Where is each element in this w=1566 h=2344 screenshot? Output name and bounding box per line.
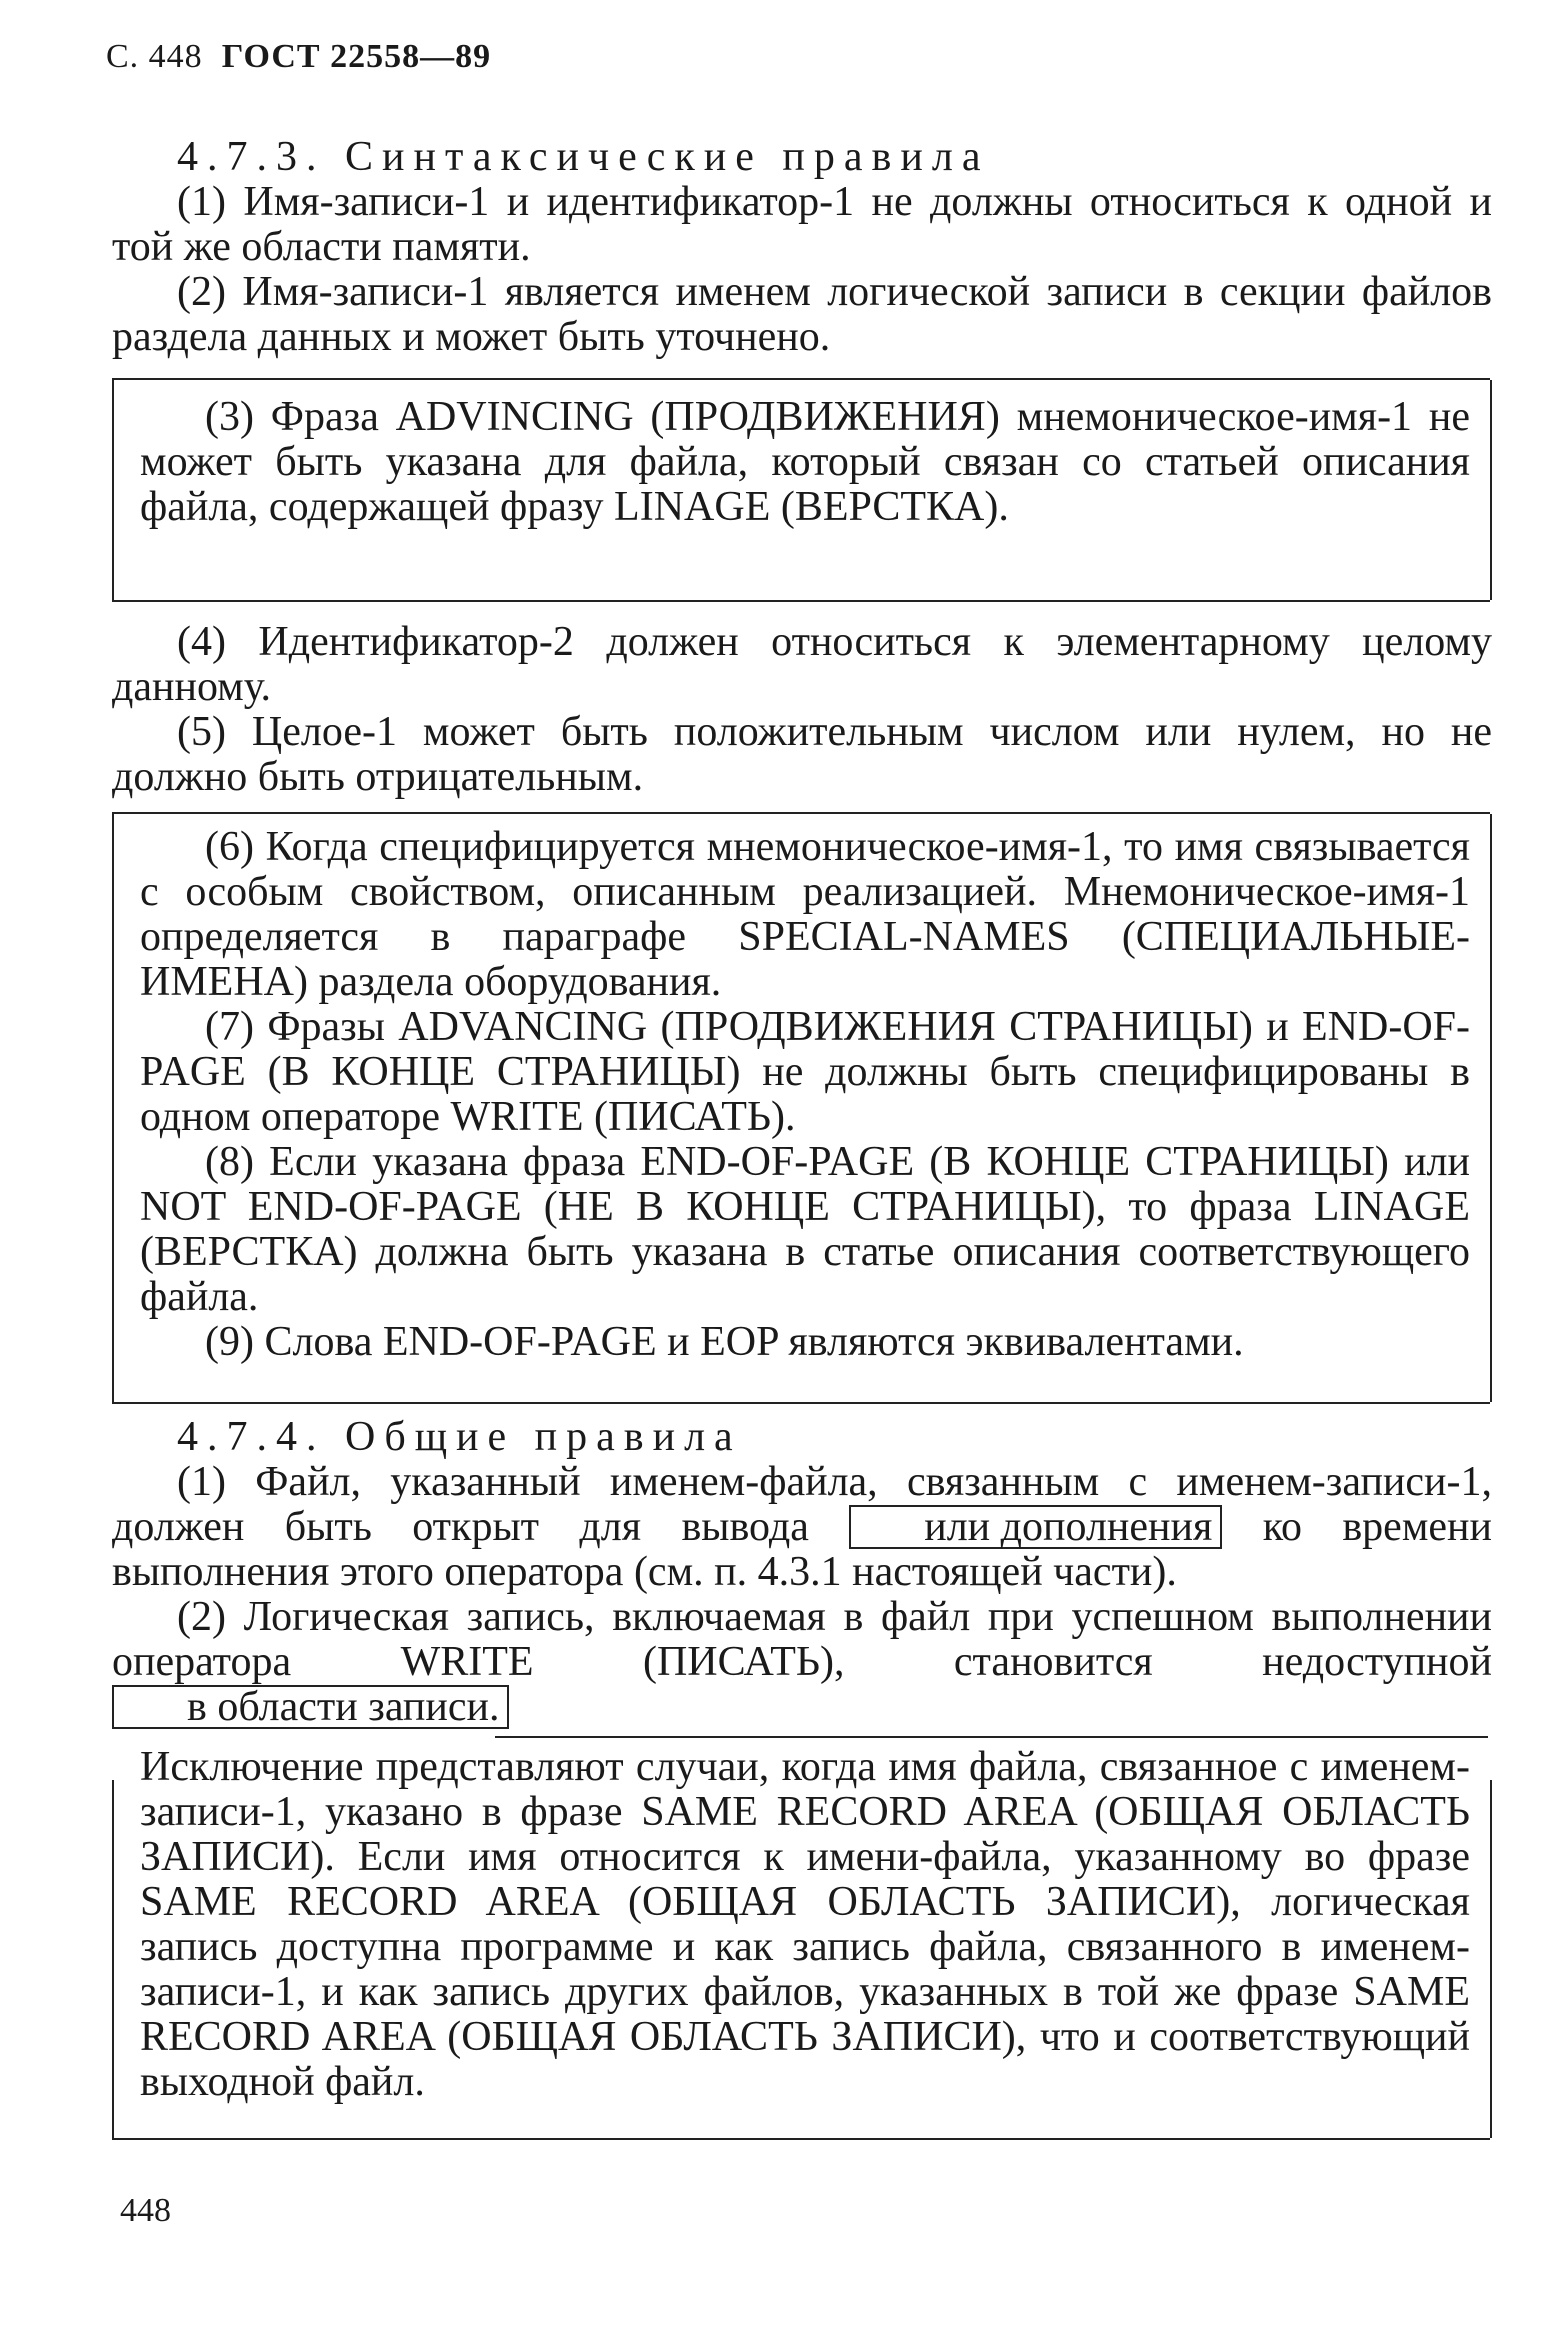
paragraph xyxy=(112,1460,1492,1595)
paragraph-text: ко времени выполнения этого оператора (см. п. 4.3.1 настоящей части). xyxy=(112,1504,1492,1595)
paragraph-text: (1) Файл, указанный именем-файла, связанным с именем-записи-1, должен быть открыт для вывода xyxy=(112,1459,1492,1550)
paragraph: (3) Фраза ADVINCING (ПРОДВИЖЕНИЯ) мнемоническое-имя-1 не может быть указана для файла, который связан со статьей описания файла, содержащей фразу LINAGE (ВЕРСТКА). xyxy=(140,394,1470,530)
standard-title: ГОСТ 22558—89 xyxy=(221,38,492,75)
paragraph: (5) Целое-1 может быть положительным числом или нулем, но не должно быть отрицательным. xyxy=(112,709,1492,800)
paragraph-text: (2) Логическая запись, включаемая в файл при успешном выполнении оператора WRITE (ПИСАТЬ), становится недоступной xyxy=(112,1594,1492,1685)
section-474 xyxy=(112,1415,1492,1730)
section-473 xyxy=(112,135,1492,360)
paragraph: (1) Имя-записи-1 и идентификатор-1 не должны относиться к одной и той же области памяти. xyxy=(112,179,1492,270)
section-heading: 4.7.4. Общие правила xyxy=(177,1414,742,1460)
framed-block xyxy=(140,1745,1470,2105)
paragraph: (6) Когда специфицируется мнемоническое-имя-1, то имя связывается с особым свойством, описанным реализацией. Мнемоническое-имя-1 определяется в параграфе SPECIAL-NAMES (СПЕЦИАЛЬНЫЕ-ИМЕНА) раздела оборудования. xyxy=(140,824,1470,1005)
page-header xyxy=(106,38,491,76)
paragraph: (9) Слова END-OF-PAGE и EOP являются эквивалентами. xyxy=(205,1319,1244,1365)
frame-rule xyxy=(112,1402,1490,1404)
boxed-insertion: или дополнения xyxy=(849,1505,1222,1549)
section-heading: 4.7.3. Синтаксические правила xyxy=(177,134,990,180)
page-label: С. 448 xyxy=(106,38,203,75)
paragraph: (7) Фразы ADVANCING (ПРОДВИЖЕНИЯ СТРАНИЦЫ) и END-OF-PAGE (В КОНЦЕ СТРАНИЦЫ) не должны быть специфицированы в одном операторе WRITE (ПИСАТЬ). xyxy=(140,1004,1470,1140)
paragraph: Исключение представляют случаи, когда имя файла, связанное с именем-записи-1, указано в фразе SAME RECORD AREA (ОБЩАЯ ОБЛАСТЬ ЗАПИСИ). Если имя относится к имени-файла, указанному во фразе SAME RECORD AREA (ОБЩАЯ ОБЛАСТЬ ЗАПИСИ), логическая запись доступна программе и как запись файла, связанного в именем-записи-1, и как запись других файлов, указанных в той же фразе SAME RECORD AREA (ОБЩАЯ ОБЛАСТЬ ЗАПИСИ), что и соответствующий выходной файл. xyxy=(140,1744,1470,2105)
page-number: 448 xyxy=(120,2192,171,2229)
boxed-insertion: в области записи. xyxy=(112,1685,509,1729)
paragraph: (4) Идентификатор-2 должен относиться к элементарному целому данному. xyxy=(112,619,1492,710)
frame-rule xyxy=(495,1736,1488,1738)
section-473-cont xyxy=(112,620,1492,800)
frame-rule xyxy=(112,2138,1490,2140)
frame-rule xyxy=(112,600,1490,602)
paragraph: (2) Имя-записи-1 является именем логической записи в секции файлов раздела данных и может быть уточнено. xyxy=(112,269,1492,360)
paragraph: (8) Если указана фраза END-OF-PAGE (В КОНЦЕ СТРАНИЦЫ) или NOT END-OF-PAGE (НЕ В КОНЦЕ СТРАНИЦЫ), то фраза LINAGE (ВЕРСТКА) должна быть указана в статье описания соответствующего файла. xyxy=(140,1139,1470,1320)
paragraph xyxy=(112,1595,1492,1730)
framed-block xyxy=(140,825,1470,1365)
framed-block xyxy=(140,395,1470,530)
